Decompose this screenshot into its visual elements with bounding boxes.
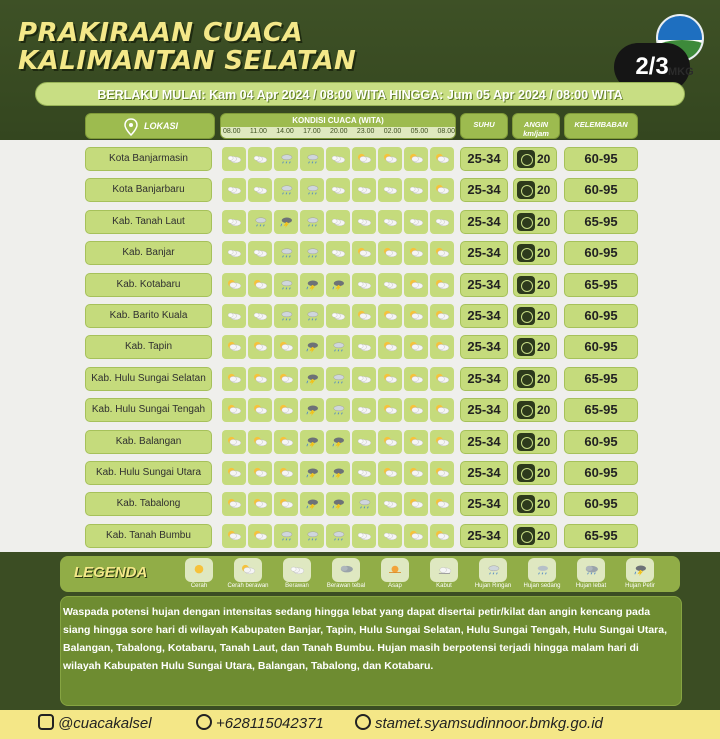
- legend-sun-icon: [234, 558, 262, 582]
- weather-sun-icon: [378, 398, 402, 422]
- legend-cloudy-icon: [283, 558, 311, 582]
- location-name: Kab. Tanah Bumbu: [85, 524, 212, 548]
- location-name: Kab. Barito Kuala: [85, 304, 212, 328]
- location-name: Kab. Tapin: [85, 335, 212, 359]
- temperature-value: 25-34: [460, 367, 508, 391]
- temperature-value: 25-34: [460, 147, 508, 171]
- legend-label: Hujan lebat: [575, 583, 607, 589]
- weather-cloudy-icon: [352, 210, 376, 234]
- weather-sun-icon: [274, 430, 298, 454]
- humidity-value: 65-95: [564, 398, 638, 422]
- location-name: Kab. Hulu Sungai Utara: [85, 461, 212, 485]
- weather-cloudy-icon: [222, 304, 246, 328]
- title-line-2: KALIMANTAN SELATAN: [18, 46, 357, 76]
- weather-rain-icon: [300, 241, 324, 265]
- weather-storm-icon: [300, 461, 324, 485]
- weather-storm-icon: [326, 273, 350, 297]
- temperature-value: 25-34: [460, 398, 508, 422]
- table-row: [85, 398, 645, 422]
- time-label: 20.00: [329, 128, 348, 135]
- weather-sun-icon: [222, 335, 246, 359]
- wind-speed: 20: [537, 278, 551, 292]
- time-label: 14.00: [276, 128, 294, 135]
- weather-storm-icon: [300, 335, 324, 359]
- weather-sun-icon: [378, 367, 402, 391]
- wind-speed: 20: [537, 529, 551, 543]
- legend-rain2-icon: [528, 558, 556, 582]
- compass-icon: [517, 181, 535, 199]
- weather-rain-icon: [274, 304, 298, 328]
- column-header-kondisi: [220, 113, 456, 139]
- legend-haze-icon: [381, 558, 409, 582]
- legend-clear-icon: [185, 558, 213, 582]
- weather-sun-icon: [430, 461, 454, 485]
- wind-cell: [513, 524, 557, 548]
- legend-fog-icon: [430, 558, 458, 582]
- warning-text: Waspada potensi hujan dengan intensitas sedang hingga lebat yang dapat disertai petir/kilat dan angin kencang pada siang hingga sore hari di wilayah Kabupaten Banjar, Tapin, Hulu Sungai Selatan, Hulu Sungai Tengah, Hulu Sungai Utara, Balangan, Tabalong, Kotabaru, Tanah Laut, dan Tanah Bumbu. Hujan masih berpotensi terjadi hingga malam hari di wilayah Kabupaten Hulu Sungai Utara, Balangan, Tabalong, dan Kotabaru.: [63, 606, 668, 672]
- globe-icon: [355, 714, 371, 730]
- wind-cell: [513, 147, 557, 171]
- whatsapp-icon: [196, 714, 212, 730]
- humidity-value: 60-95: [564, 178, 638, 202]
- validity-bar: [35, 82, 685, 106]
- weather-sun-icon: [248, 398, 272, 422]
- weather-sun-icon: [274, 461, 298, 485]
- weather-rain-icon: [274, 178, 298, 202]
- legend-label: Hujan sedang: [523, 583, 561, 589]
- wind-speed: 20: [537, 246, 551, 260]
- humidity-value: 60-95: [564, 241, 638, 265]
- location-name: Kab. Hulu Sungai Selatan: [85, 367, 212, 391]
- weather-sun-icon: [352, 147, 376, 171]
- weather-cloudy-icon: [222, 147, 246, 171]
- legend-overcast-icon: [332, 558, 360, 582]
- weather-sun-icon: [404, 241, 428, 265]
- weather-conditions: [222, 147, 454, 171]
- legend-label: Kabut: [436, 583, 452, 589]
- wind-cell: [513, 398, 557, 422]
- location-name: Kab. Tabalong: [85, 492, 212, 516]
- weather-rain-icon: [300, 147, 324, 171]
- weather-rain-icon: [300, 178, 324, 202]
- weather-cloudy-icon: [378, 210, 402, 234]
- weather-sun-icon: [222, 461, 246, 485]
- weather-sun-icon: [404, 367, 428, 391]
- weather-sun-icon: [430, 273, 454, 297]
- footer-whatsapp[interactable]: [196, 714, 324, 732]
- wind-cell: [513, 178, 557, 202]
- weather-sun-icon: [404, 398, 428, 422]
- weather-sun-icon: [404, 335, 428, 359]
- weather-cloudy-icon: [248, 241, 272, 265]
- legend-item: [178, 558, 220, 589]
- compass-icon: [517, 244, 535, 262]
- weather-conditions: [222, 210, 454, 234]
- compass-icon: [517, 527, 535, 545]
- weather-sun-icon: [248, 492, 272, 516]
- weather-sun-icon: [430, 335, 454, 359]
- time-label: 23.00: [356, 128, 375, 135]
- weather-cloudy-icon: [352, 335, 376, 359]
- location-name: Kab. Banjar: [85, 241, 212, 265]
- column-label-kondisi: KONDISI CUACA (WITA): [292, 116, 384, 125]
- weather-sun-icon: [378, 147, 402, 171]
- weather-cloudy-icon: [352, 398, 376, 422]
- weather-sun-icon: [248, 335, 272, 359]
- wind-speed: 20: [537, 215, 551, 229]
- weather-cloudy-icon: [430, 210, 454, 234]
- weather-cloudy-icon: [248, 147, 272, 171]
- column-label-kelembaban: KELEMBABAN: [574, 120, 628, 129]
- weather-conditions: [222, 430, 454, 454]
- compass-icon: [517, 213, 535, 231]
- wind-cell: [513, 335, 557, 359]
- weather-rain-icon: [326, 367, 350, 391]
- wind-cell: [513, 492, 557, 516]
- weather-sun-icon: [222, 273, 246, 297]
- weather-sun-icon: [430, 241, 454, 265]
- location-name: Kab. Balangan: [85, 430, 212, 454]
- weather-sun-icon: [274, 367, 298, 391]
- footer-website[interactable]: [355, 714, 603, 732]
- weather-cloudy-icon: [404, 210, 428, 234]
- compass-icon: [517, 370, 535, 388]
- weather-rain-icon: [352, 492, 376, 516]
- weather-cloudy-icon: [352, 273, 376, 297]
- time-label: 08.00: [223, 128, 241, 135]
- compass-icon: [517, 401, 535, 419]
- weather-cloudy-icon: [248, 304, 272, 328]
- location-name: Kab. Kotabaru: [85, 273, 212, 297]
- validity-text: BERLAKU MULAI: Kam 04 Apr 2024 / 08:00 WITA HINGGA: Jum 05 Apr 2024 / 08:00 WITA: [97, 88, 623, 102]
- weather-cloudy-icon: [378, 492, 402, 516]
- weather-sun-icon: [430, 492, 454, 516]
- weather-sun-icon: [352, 241, 376, 265]
- column-header-kelembaban: [564, 113, 638, 139]
- temperature-value: 25-34: [460, 178, 508, 202]
- temperature-value: 25-34: [460, 241, 508, 265]
- weather-storm-icon: [300, 273, 324, 297]
- wind-speed: 20: [537, 340, 551, 354]
- warning-notice: [60, 596, 682, 706]
- legend-label: Cerah: [190, 583, 208, 589]
- weather-storm-icon: [326, 492, 350, 516]
- column-label-suhu: SUHU: [473, 120, 495, 129]
- weather-sun-icon: [404, 461, 428, 485]
- weather-sun-icon: [274, 335, 298, 359]
- weather-conditions: [222, 461, 454, 485]
- wind-speed: 20: [537, 403, 551, 417]
- table-row: [85, 210, 645, 234]
- compass-icon: [517, 307, 535, 325]
- weather-conditions: [222, 273, 454, 297]
- legend-item: [374, 558, 416, 589]
- weather-sun-icon: [352, 304, 376, 328]
- humidity-value: 65-95: [564, 367, 638, 391]
- weather-conditions: [222, 335, 454, 359]
- legend-item: [276, 558, 318, 589]
- page-indicator: 2/3: [614, 43, 690, 91]
- wind-cell: [513, 273, 557, 297]
- wind-cell: [513, 430, 557, 454]
- weather-conditions: [222, 367, 454, 391]
- weather-storm-icon: [274, 210, 298, 234]
- temperature-value: 25-34: [460, 210, 508, 234]
- temperature-value: 25-34: [460, 335, 508, 359]
- weather-rain-icon: [300, 304, 324, 328]
- weather-storm-icon: [300, 430, 324, 454]
- weather-cloudy-icon: [378, 524, 402, 548]
- compass-icon: [517, 464, 535, 482]
- humidity-value: 60-95: [564, 335, 638, 359]
- wind-cell: [513, 367, 557, 391]
- wind-cell: [513, 304, 557, 328]
- weather-sun-icon: [378, 335, 402, 359]
- weather-cloudy-icon: [326, 304, 350, 328]
- weather-rain-icon: [274, 241, 298, 265]
- weather-cloudy-icon: [326, 147, 350, 171]
- column-header-suhu: [460, 113, 508, 139]
- weather-rain-icon: [274, 273, 298, 297]
- time-label: 05.00: [410, 128, 429, 135]
- weather-sun-icon: [378, 430, 402, 454]
- location-name: Kota Banjarmasin: [85, 147, 212, 171]
- wind-cell: [513, 461, 557, 485]
- weather-sun-icon: [248, 524, 272, 548]
- legend-item: [423, 558, 465, 589]
- wind-speed: 20: [537, 466, 551, 480]
- humidity-value: 65-95: [564, 524, 638, 548]
- weather-sun-icon: [404, 304, 428, 328]
- legend-item: [325, 558, 367, 589]
- table-row: [85, 461, 645, 485]
- weather-rain-icon: [326, 335, 350, 359]
- weather-sun-icon: [430, 304, 454, 328]
- instagram-icon: [38, 714, 54, 730]
- table-row: [85, 178, 645, 202]
- temperature-value: 25-34: [460, 524, 508, 548]
- weather-sun-icon: [430, 398, 454, 422]
- weather-sun-icon: [222, 524, 246, 548]
- humidity-value: 60-95: [564, 147, 638, 171]
- weather-sun-icon: [378, 461, 402, 485]
- legend-label: Cerah berawan: [227, 583, 269, 589]
- wind-speed: 20: [537, 309, 551, 323]
- table-row: [85, 304, 645, 328]
- weather-sun-icon: [430, 430, 454, 454]
- legend-storm-icon: [626, 558, 654, 582]
- weather-rain-icon: [274, 524, 298, 548]
- legend-label: Berawan: [285, 583, 309, 589]
- time-label: 17.00: [303, 128, 321, 135]
- humidity-value: 60-95: [564, 304, 638, 328]
- weather-sun-icon: [222, 367, 246, 391]
- humidity-value: 65-95: [564, 273, 638, 297]
- weather-storm-icon: [300, 367, 324, 391]
- temperature-value: 25-34: [460, 273, 508, 297]
- weather-rain-icon: [300, 210, 324, 234]
- weather-sun-icon: [430, 524, 454, 548]
- whatsapp-number: +628115042371: [216, 715, 324, 732]
- weather-sun-icon: [404, 273, 428, 297]
- temperature-value: 25-34: [460, 304, 508, 328]
- wind-speed: 20: [537, 152, 551, 166]
- humidity-value: 65-95: [564, 210, 638, 234]
- humidity-value: 60-95: [564, 492, 638, 516]
- weather-sun-icon: [222, 492, 246, 516]
- weather-cloudy-icon: [352, 524, 376, 548]
- legend-title: LEGENDA: [74, 564, 148, 581]
- footer-instagram[interactable]: [38, 714, 152, 732]
- weather-rain-icon: [300, 524, 324, 548]
- weather-sun-icon: [248, 461, 272, 485]
- weather-rain-icon: [248, 210, 272, 234]
- temperature-value: 25-34: [460, 430, 508, 454]
- weather-conditions: [222, 398, 454, 422]
- weather-conditions: [222, 492, 454, 516]
- weather-rain-icon: [326, 398, 350, 422]
- location-name: Kab. Tanah Laut: [85, 210, 212, 234]
- weather-sun-icon: [430, 178, 454, 202]
- weather-cloudy-icon: [378, 273, 402, 297]
- weather-sun-icon: [274, 492, 298, 516]
- time-label: 11.00: [249, 128, 267, 135]
- time-label: 02.00: [383, 128, 402, 135]
- wind-speed: 20: [537, 497, 551, 511]
- location-name: Kab. Hulu Sungai Tengah: [85, 398, 212, 422]
- weather-sun-icon: [248, 273, 272, 297]
- legend-item: [570, 558, 612, 589]
- column-header-lokasi: [85, 113, 215, 139]
- wind-speed: 20: [537, 183, 551, 197]
- weather-sun-icon: [222, 430, 246, 454]
- weather-sun-icon: [248, 430, 272, 454]
- weather-conditions: [222, 241, 454, 265]
- wind-speed: 20: [537, 372, 551, 386]
- column-header-angin: [512, 113, 560, 139]
- weather-sun-icon: [404, 492, 428, 516]
- instagram-handle: @cuacakalsel: [58, 715, 152, 732]
- weather-cloudy-icon: [352, 178, 376, 202]
- weather-sun-icon: [378, 241, 402, 265]
- footer: [0, 710, 720, 739]
- weather-conditions: [222, 178, 454, 202]
- weather-cloudy-icon: [326, 241, 350, 265]
- weather-sun-icon: [378, 304, 402, 328]
- weather-cloudy-icon: [326, 178, 350, 202]
- weather-cloudy-icon: [248, 178, 272, 202]
- time-labels: [223, 128, 455, 135]
- compass-icon: [517, 276, 535, 294]
- table-row: [85, 335, 645, 359]
- wind-cell: [513, 210, 557, 234]
- wind-speed: 20: [537, 435, 551, 449]
- weather-storm-icon: [326, 430, 350, 454]
- weather-sun-icon: [404, 524, 428, 548]
- weather-cloudy-icon: [222, 241, 246, 265]
- legend-label: Hujan Ringan: [474, 583, 512, 589]
- table-row: [85, 273, 645, 297]
- weather-cloudy-icon: [352, 367, 376, 391]
- title-line-1: PRAKIRAAN CUACA: [18, 18, 304, 48]
- table-row: [85, 367, 645, 391]
- weather-sun-icon: [430, 367, 454, 391]
- compass-icon: [517, 150, 535, 168]
- weather-sun-icon: [430, 147, 454, 171]
- location-pin-icon: [124, 118, 138, 136]
- weather-cloudy-icon: [222, 210, 246, 234]
- legend-item: [521, 558, 563, 589]
- weather-storm-icon: [300, 492, 324, 516]
- legend-item: [619, 558, 661, 589]
- legend-item: [227, 558, 269, 589]
- legend-label: Berawan tebal: [326, 583, 366, 589]
- weather-cloudy-icon: [222, 178, 246, 202]
- compass-icon: [517, 433, 535, 451]
- legend-label: Asap: [388, 583, 402, 589]
- column-label-angin: ANGIN km/jam: [523, 120, 549, 138]
- weather-sun-icon: [404, 147, 428, 171]
- weather-storm-icon: [300, 398, 324, 422]
- humidity-value: 60-95: [564, 430, 638, 454]
- weather-sun-icon: [248, 367, 272, 391]
- weather-cloudy-icon: [378, 178, 402, 202]
- weather-sun-icon: [274, 398, 298, 422]
- legend-item: [472, 558, 514, 589]
- weather-rain-icon: [326, 524, 350, 548]
- legend-strip: [60, 556, 680, 592]
- weather-sun-icon: [222, 398, 246, 422]
- legend-label: Hujan Petir: [625, 583, 655, 589]
- time-label: 08.00: [437, 128, 455, 135]
- legend-rain3-icon: [577, 558, 605, 582]
- weather-cloudy-icon: [326, 210, 350, 234]
- weather-storm-icon: [326, 461, 350, 485]
- table-row: [85, 492, 645, 516]
- compass-icon: [517, 495, 535, 513]
- logo-text: MKG: [668, 66, 694, 78]
- compass-icon: [517, 338, 535, 356]
- website-url: stamet.syamsudinnoor.bmkg.go.id: [375, 715, 603, 732]
- weather-sun-icon: [404, 430, 428, 454]
- temperature-value: 25-34: [460, 492, 508, 516]
- weather-cloudy-icon: [404, 178, 428, 202]
- table-row: [85, 147, 645, 171]
- table-row: [85, 430, 645, 454]
- wind-cell: [513, 241, 557, 265]
- humidity-value: 60-95: [564, 461, 638, 485]
- weather-rain-icon: [274, 147, 298, 171]
- legend-rain-icon: [479, 558, 507, 582]
- table-row: [85, 524, 645, 548]
- location-name: Kota Banjarbaru: [85, 178, 212, 202]
- table-row: [85, 241, 645, 265]
- weather-conditions: [222, 524, 454, 548]
- column-label-lokasi: LOKASI: [144, 121, 179, 131]
- weather-cloudy-icon: [352, 461, 376, 485]
- temperature-value: 25-34: [460, 461, 508, 485]
- weather-cloudy-icon: [352, 430, 376, 454]
- weather-conditions: [222, 304, 454, 328]
